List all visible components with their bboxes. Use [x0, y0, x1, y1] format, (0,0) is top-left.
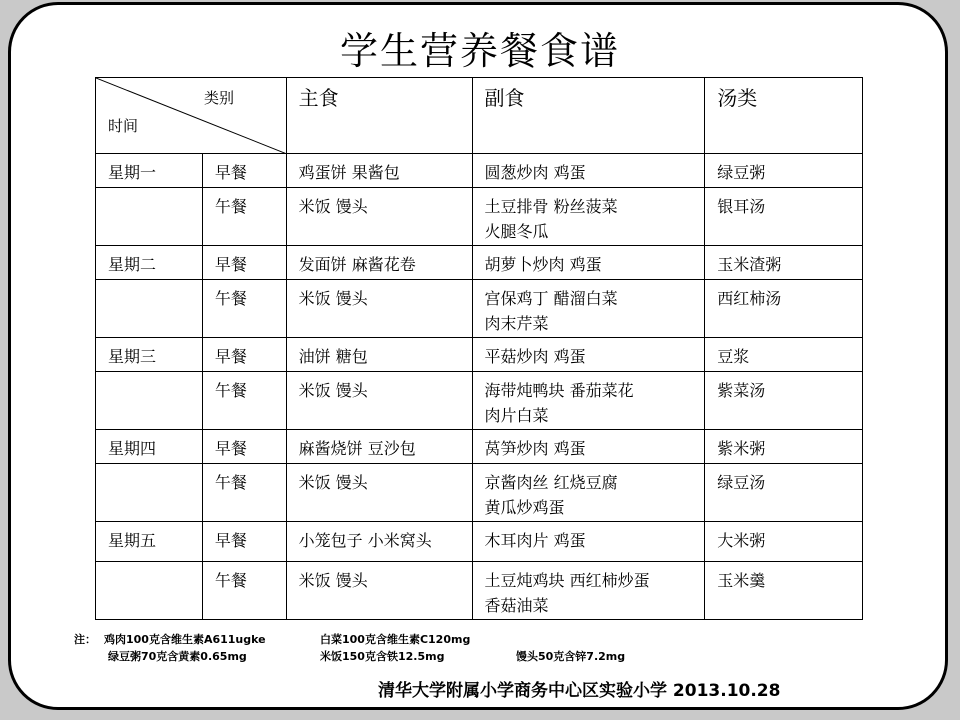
note-cabbage: 白菜100克含维生素C120mg — [320, 633, 471, 646]
note-mungbean: 绿豆粥70克含黄素0.65mg — [108, 650, 247, 663]
table-row — [96, 562, 863, 620]
staple-cell: 米饭 馒头 — [286, 280, 472, 338]
table-row — [96, 280, 863, 338]
header-row — [96, 78, 863, 154]
day-cell: 星期一 — [96, 154, 203, 188]
meal-cell: 午餐 — [202, 562, 286, 620]
side-cell — [472, 154, 705, 188]
staple-cell: 米饭 馒头 — [286, 372, 472, 430]
meal-cell: 早餐 — [202, 430, 286, 464]
side-line: 胡萝卜炒肉 鸡蛋 — [484, 255, 602, 274]
note-chicken: 鸡肉100克含维生素A611ugke — [104, 633, 266, 646]
day-cell-empty — [96, 280, 203, 338]
meal-cell: 午餐 — [202, 188, 286, 246]
day-cell-empty — [96, 372, 203, 430]
table-row — [96, 188, 863, 246]
soup-cell: 绿豆汤 — [705, 464, 863, 522]
category-label: 类别 — [204, 89, 235, 107]
side-line: 海带炖鸭块 番茄菜花 — [484, 381, 634, 400]
column-header-soup: 汤类 — [705, 78, 863, 154]
side-cell — [472, 562, 705, 620]
day-cell-empty — [96, 562, 203, 620]
table-row — [96, 154, 863, 188]
side-cell — [472, 338, 705, 372]
staple-cell: 发面饼 麻酱花卷 — [286, 246, 472, 280]
side-line: 土豆炖鸡块 西红柿炒蛋 — [484, 571, 650, 590]
meal-cell: 早餐 — [202, 522, 286, 562]
note-rice: 米饭150克含铁12.5mg — [320, 650, 445, 663]
soup-cell: 银耳汤 — [705, 188, 863, 246]
soup-cell: 绿豆粥 — [705, 154, 863, 188]
side-cell — [472, 280, 705, 338]
soup-cell: 大米粥 — [705, 522, 863, 562]
staple-cell: 鸡蛋饼 果酱包 — [286, 154, 472, 188]
side-line: 京酱肉丝 红烧豆腐 — [484, 473, 618, 492]
meal-cell: 午餐 — [202, 372, 286, 430]
staple-cell: 米饭 馒头 — [286, 464, 472, 522]
menu-table — [95, 77, 863, 620]
soup-cell: 玉米羹 — [705, 562, 863, 620]
side-cell — [472, 464, 705, 522]
side-line: 木耳肉片 鸡蛋 — [484, 531, 586, 550]
side-cell — [472, 246, 705, 280]
meal-cell: 早餐 — [202, 338, 286, 372]
day-cell-empty — [96, 464, 203, 522]
meal-cell: 早餐 — [202, 154, 286, 188]
table-row — [96, 522, 863, 562]
table-row — [96, 372, 863, 430]
staple-cell: 麻酱烧饼 豆沙包 — [286, 430, 472, 464]
day-cell: 星期五 — [96, 522, 203, 562]
side-cell — [472, 372, 705, 430]
school-name: 清华大学附属小学商务中心区实验小学 — [378, 681, 667, 701]
side-line: 黄瓜炒鸡蛋 — [484, 498, 565, 517]
staple-cell: 小笼包子 小米窝头 — [286, 522, 472, 562]
column-header-side: 副食 — [472, 78, 705, 154]
time-label: 时间 — [108, 117, 139, 135]
side-line: 圆葱炒肉 鸡蛋 — [484, 163, 586, 182]
meal-cell: 早餐 — [202, 246, 286, 280]
side-line: 肉片白菜 — [484, 406, 549, 425]
column-header-staple: 主食 — [286, 78, 472, 154]
day-cell: 星期二 — [96, 246, 203, 280]
side-cell — [472, 188, 705, 246]
footer-signature — [378, 676, 780, 701]
side-line: 火腿冬瓜 — [484, 222, 549, 241]
soup-cell: 紫菜汤 — [705, 372, 863, 430]
soup-cell: 豆浆 — [705, 338, 863, 372]
day-cell: 星期三 — [96, 338, 203, 372]
table-row — [96, 246, 863, 280]
page-title: 学生营养餐食谱 — [339, 29, 620, 73]
staple-cell: 油饼 糖包 — [286, 338, 472, 372]
table-row — [96, 430, 863, 464]
staple-cell: 米饭 馒头 — [286, 188, 472, 246]
side-cell — [472, 522, 705, 562]
notes-prefix: 注： — [74, 633, 96, 646]
side-cell — [472, 430, 705, 464]
footer-date: 2013.10.28 — [672, 681, 781, 701]
soup-cell: 玉米渣粥 — [705, 246, 863, 280]
side-line: 肉末芹菜 — [484, 314, 549, 333]
diagonal-header-cell — [96, 78, 287, 154]
soup-cell: 西红柿汤 — [705, 280, 863, 338]
side-line: 香菇油菜 — [484, 596, 549, 615]
side-line: 莴笋炒肉 鸡蛋 — [484, 439, 586, 458]
side-line: 宫保鸡丁 醋溜白菜 — [484, 289, 618, 308]
table-row — [96, 338, 863, 372]
meal-cell: 午餐 — [202, 464, 286, 522]
staple-cell: 米饭 馒头 — [286, 562, 472, 620]
note-steamed-bun: 馒头50克含锌7.2mg — [516, 650, 626, 663]
side-line: 土豆排骨 粉丝菠菜 — [484, 197, 618, 216]
soup-cell: 紫米粥 — [705, 430, 863, 464]
meal-cell: 午餐 — [202, 280, 286, 338]
side-line: 平菇炒肉 鸡蛋 — [484, 347, 586, 366]
day-cell: 星期四 — [96, 430, 203, 464]
day-cell-empty — [96, 188, 203, 246]
table-row — [96, 464, 863, 522]
